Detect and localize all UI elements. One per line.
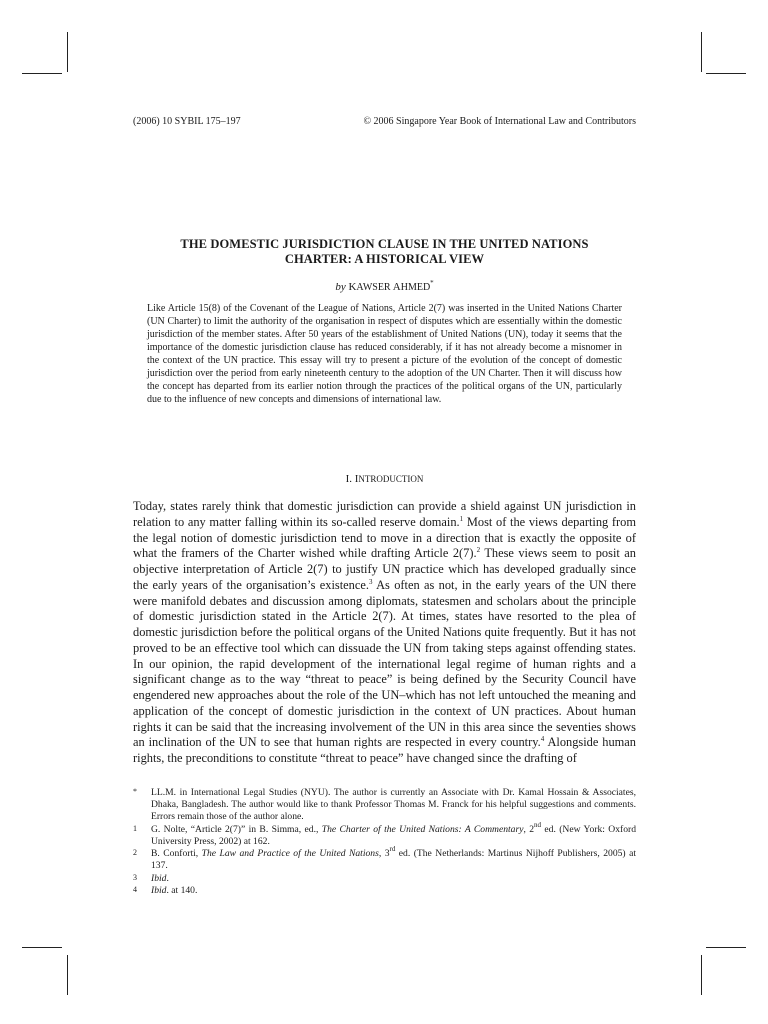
section-heading [133,473,636,486]
footnotes [133,787,636,898]
footnote-ref-3: 3 [368,577,373,586]
crop-mark-top-left-horizontal [22,73,62,74]
section-title: INTRODUCTION [354,473,424,485]
introduction-paragraph: Today, states rarely think that domestic jurisdiction can provide a shield against UN jurisdiction in relation to any matter falling within its so-called reserve domain.$^1$ Most of the views departing from the legal notion of domestic jurisdiction tend to move in a direction that is exactly the opposite of what the framers of the Charter wished while drafting Article 2(7).$^2$ These views seem to posit an objective interpretation of Article 2(7) to justify UN practice which has developed gradually since the early years of the organisation’s existence.$^3$ As often as not, in the early years of the UN there were manifold debates and discussion among diplomats, statesmen and scholars about the principle of domestic jurisdiction stated in the Article 2(7). At times, states have resorted to the plea of domestic jurisdiction before the political organs of the United Nations quite frequently. But it has not proved to be an effective tool which can dissuade the UN from taking steps against offending states. In our opinion, the rapid development of the international legal regime of human rights and a significant change as to the way “threat to peace” is being defined by the Security Council have engendered new approaches about the role of the UN–which has not left untouched the meaning and application of the concept of domestic jurisdiction in the context of UN practices. About human rights it can be said that the increasing involvement of the UN in this area since the seventies shows an inclination of the UN to see that human rights are respected in every country.$^4$ Alongside human rights, the preconditions to constitute “threat to peace” have changed since the drafting of [133,499,637,765]
footnote-1 [133,820,637,848]
footnote-mark: 1 [133,823,137,833]
author-name: KAWSER AHMED [348,281,431,293]
by-word: by [335,281,346,293]
footnote-ref-1: 1 [459,514,464,523]
crop-mark-bottom-right-horizontal [706,947,746,948]
footnote-ref-2: 2 [476,546,481,555]
footnote-mark: 3 [133,872,137,882]
crop-mark-bottom-right-vertical [701,955,702,995]
footnote-text: Ibid. [151,872,169,884]
title-line-2: CHARTER: A HISTORICAL VIEW [284,252,485,266]
footnote-text: LL.M. in International Legal Studies (NYU). The author is currently an Associate with Dr. Kamal Hossain & Associates, Dhaka, Bangladesh. The author would like to thank Professor Thomas M. Franck for his helpful suggestions and comments. Errors remain those of the author alone. [151,787,636,822]
footnote-ref-4: 4 [540,735,545,744]
title-line-1: THE DOMESTIC JURISDICTION CLAUSE IN THE UNITED NATIONS [180,237,589,251]
running-head [133,116,636,128]
crop-mark-bottom-left-horizontal [22,947,62,948]
crop-mark-top-right-vertical [701,32,702,72]
footnote-mark: 2 [133,848,137,857]
author-footnote-mark: * [430,279,434,287]
crop-mark-top-right-horizontal [706,73,746,74]
section-number: I. [345,473,352,485]
byline [133,281,636,294]
footnote-text: B. Conforti, The Law and Practice of the United Nations, 3rd ed. (The Netherlands: Martinus Nijhoff Publishers, 2005) at 137. [151,845,636,871]
article-title [133,237,636,267]
footnote-mark: 4 [133,885,137,894]
copyright-notice: © 2006 Singapore Year Book of International Law and Contributors [363,116,636,127]
citation: (2006) 10 SYBIL 175–197 [133,116,241,127]
footnote-3 [133,873,636,885]
footnote-text: Ibid. at 140. [151,885,198,896]
footnote-2 [133,845,636,872]
crop-mark-top-left-vertical [67,32,68,72]
crop-mark-bottom-left-vertical [67,955,68,995]
footnote-4 [133,885,636,897]
abstract: Like Article 15(8) of the Covenant of the League of Nations, Article 2(7) was inserted in the United Nations Charter (UN Charter) to limit the authority of the organisation in respect of disputes which are essentially within the domestic jurisdiction of the member states. After 50 years of the establishment of United Nations (UN), today it seems that the importance of the domestic jurisdiction clause has reduced considerably, if it has not already become a misnomer in the context of the UN practice. This essay will try to present a picture of the evolution of the concept of domestic jurisdiction over the period from early nineteenth century to the adoption of the UN Charter. Then it will discuss how the concept has departed from its earlier notion through the practices of the political organs of the UN, particularly due to the influence of new concepts and dimensions of international law. [147,303,622,405]
footnote-star [133,787,636,823]
footnote-mark: * [133,787,137,796]
footnote-text: G. Nolte, “Article 2(7)” in B. Simma, ed., The Charter of the United Nations: A Commentary, 2nd ed. (New York: Oxford University Press, 2002) at 162. [151,820,637,847]
